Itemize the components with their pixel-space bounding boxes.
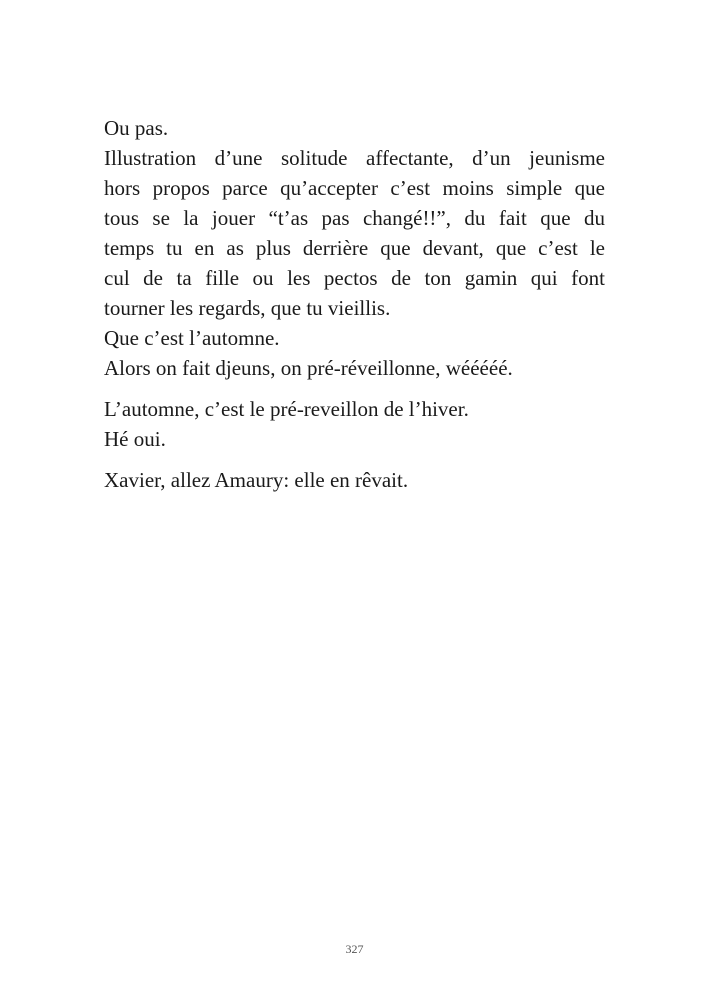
text-line: Xavier, allez Amaury: elle en rêvait.	[104, 468, 409, 492]
paragraph-1	[104, 113, 605, 383]
text-line: Hé oui.	[104, 427, 166, 451]
text-line: Que c’est l’automne.	[104, 326, 280, 350]
text-line: tourner les regards, que tu vieillis.	[104, 296, 391, 320]
text-line: hors propos parce qu’accepter c’est moins simple que	[104, 176, 605, 200]
text-line: Ou pas.	[104, 116, 169, 140]
text-line: Alors on fait djeuns, on pré-réveillonne, wééééé.	[104, 356, 513, 380]
text-line: tous se la jouer “t’as pas changé!!”, du fait que du	[104, 206, 605, 230]
body-text	[104, 113, 605, 495]
text-line: cul de ta fille ou les pectos de ton gamin qui font	[104, 266, 605, 290]
paragraph-3	[104, 465, 605, 495]
page-number: 327	[345, 942, 364, 956]
paragraph-2	[104, 394, 605, 454]
text-line: L’automne, c’est le pré-reveillon de l’hiver.	[104, 397, 469, 421]
text-line: temps tu en as plus derrière que devant, que c’est le	[104, 236, 605, 260]
text-line: Illustration d’une solitude affectante, d’un jeunisme	[104, 146, 605, 170]
